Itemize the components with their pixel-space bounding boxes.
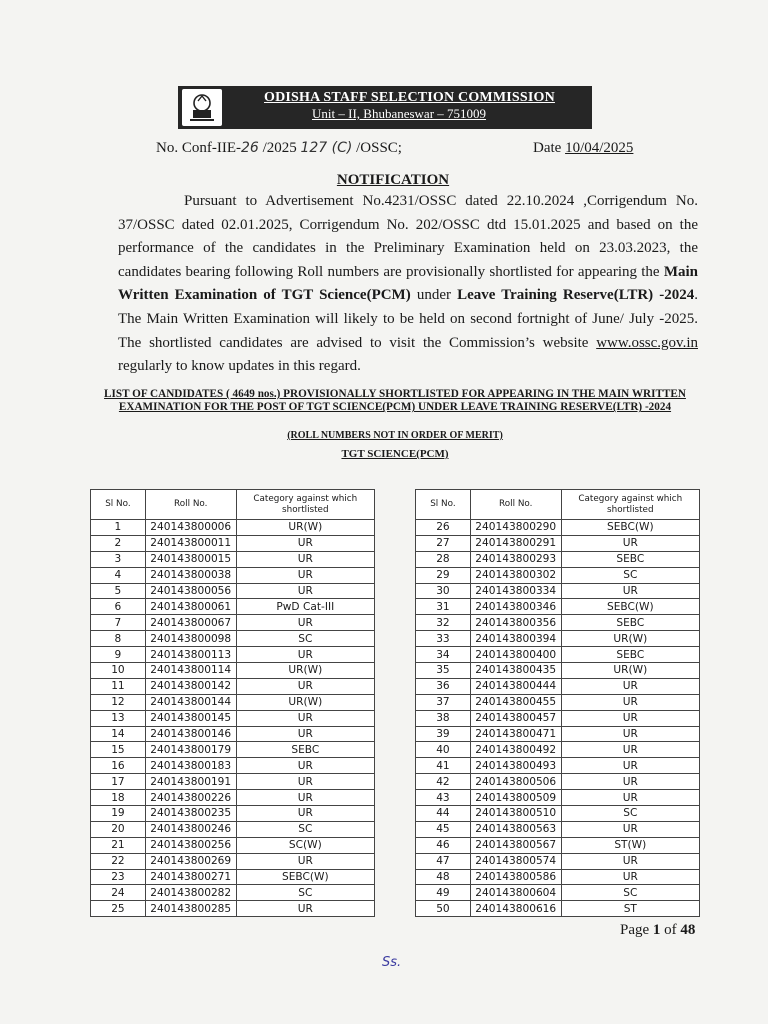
sl-no-cell: 15	[91, 742, 146, 758]
table-row	[91, 726, 375, 742]
table-row	[91, 806, 375, 822]
sl-no-cell: 8	[91, 631, 146, 647]
sl-no-cell: 47	[416, 853, 471, 869]
roll-no-cell: 240143800509	[470, 790, 561, 806]
reference-year: /2025	[258, 140, 301, 156]
sl-no-cell: 30	[416, 583, 471, 599]
category-cell: UR(W)	[561, 663, 699, 679]
category-cell: UR(W)	[236, 694, 374, 710]
sl-no-cell: 36	[416, 678, 471, 694]
sl-no-cell: 48	[416, 869, 471, 885]
roll-no-cell: 240143800492	[470, 742, 561, 758]
table-row	[416, 535, 700, 551]
category-cell: UR(W)	[236, 663, 374, 679]
roll-no-cell: 240143800510	[470, 806, 561, 822]
list-heading: LIST OF CANDIDATES ( 4649 nos.) PROVISIONALLY SHORTLISTED FOR APPEARING IN THE MAIN WRITTEN EXAMINATION FOR THE POST OF TGT SCIENCE(PCM) UNDER LEAVE TRAINING RESERVE(LTR) -2024	[104, 388, 686, 414]
table-row	[416, 869, 700, 885]
category-cell: UR	[236, 678, 374, 694]
sl-no-cell: 14	[91, 726, 146, 742]
sl-no-cell: 25	[91, 901, 146, 917]
category-cell: UR	[561, 758, 699, 774]
table-row	[416, 837, 700, 853]
table-row	[416, 806, 700, 822]
roll-no-cell: 240143800400	[470, 647, 561, 663]
handwritten-initials: Ss.	[382, 955, 402, 970]
col-sl-no: Sl No.	[91, 490, 146, 520]
category-cell: SC	[561, 567, 699, 583]
roll-no-cell: 240143800271	[145, 869, 236, 885]
table-row	[416, 599, 700, 615]
table-row	[416, 551, 700, 567]
col-category: Category against which shortlisted	[236, 490, 374, 520]
category-cell: UR	[561, 774, 699, 790]
sl-no-cell: 27	[416, 535, 471, 551]
category-cell: UR	[236, 551, 374, 567]
body-text-part: Pursuant to Advertisement No.4231/OSSC dated 22.10.2024 ,Corrigendum No. 37/OSSC dated 02.01.2025, Corrigendum No. 202/OSSC dtd 15.01.2025 and based on the performance of the candidates in the Preliminary Examination held on 23.03.2023, the candidates bearing following Roll numbers are provisionally shortlisted for appearing the	[118, 193, 698, 280]
sl-no-cell: 49	[416, 885, 471, 901]
table-row	[91, 583, 375, 599]
page-total: 48	[680, 922, 696, 938]
roll-no-cell: 240143800067	[145, 615, 236, 631]
odisha-emblem-icon	[182, 89, 222, 126]
reference-prefix: No. Conf-IIE-	[156, 140, 241, 156]
sl-no-cell: 19	[91, 806, 146, 822]
table-row	[416, 742, 700, 758]
sl-no-cell: 6	[91, 599, 146, 615]
reference-number	[156, 140, 402, 157]
category-cell: SEBC(W)	[236, 869, 374, 885]
table-row	[91, 901, 375, 917]
roll-no-cell: 240143800006	[145, 520, 236, 536]
roll-no-cell: 240143800290	[470, 520, 561, 536]
notification-date	[533, 140, 633, 157]
sl-no-cell: 37	[416, 694, 471, 710]
roll-no-cell: 240143800356	[470, 615, 561, 631]
category-cell: SC	[236, 821, 374, 837]
date-label: Date	[533, 140, 566, 156]
category-cell: SC	[561, 806, 699, 822]
table-row	[416, 631, 700, 647]
category-cell: SC	[236, 885, 374, 901]
category-cell: SC(W)	[236, 837, 374, 853]
sl-no-cell: 23	[91, 869, 146, 885]
category-cell: SEBC	[561, 551, 699, 567]
sl-no-cell: 22	[91, 853, 146, 869]
table-row	[416, 583, 700, 599]
category-cell: UR	[561, 821, 699, 837]
sl-no-cell: 12	[91, 694, 146, 710]
category-cell: UR	[561, 869, 699, 885]
category-cell: SEBC(W)	[561, 520, 699, 536]
table-row	[91, 567, 375, 583]
roll-no-cell: 240143800113	[145, 647, 236, 663]
roll-no-cell: 240143800302	[470, 567, 561, 583]
sl-no-cell: 17	[91, 774, 146, 790]
table-row	[416, 821, 700, 837]
roll-no-cell: 240143800285	[145, 901, 236, 917]
table-row	[91, 663, 375, 679]
roll-no-cell: 240143800269	[145, 853, 236, 869]
roll-no-cell: 240143800444	[470, 678, 561, 694]
table-row	[416, 694, 700, 710]
handwritten-number: 26	[240, 140, 259, 156]
category-cell: UR	[236, 615, 374, 631]
roll-no-cell: 240143800235	[145, 806, 236, 822]
table-row	[416, 520, 700, 536]
sl-no-cell: 7	[91, 615, 146, 631]
table-row	[416, 615, 700, 631]
roll-no-cell: 240143800179	[145, 742, 236, 758]
table-row	[416, 853, 700, 869]
category-cell: ST(W)	[561, 837, 699, 853]
handwritten-number-2: 127 (C)	[300, 140, 353, 156]
category-cell: UR	[236, 774, 374, 790]
table-row	[416, 758, 700, 774]
roll-no-cell: 240143800291	[470, 535, 561, 551]
col-roll-no: Roll No.	[470, 490, 561, 520]
roll-no-cell: 240143800574	[470, 853, 561, 869]
table-row	[91, 551, 375, 567]
table-row	[91, 885, 375, 901]
category-cell: ST	[561, 901, 699, 917]
roll-no-cell: 240143800011	[145, 535, 236, 551]
roll-no-cell: 240143800144	[145, 694, 236, 710]
sl-no-cell: 34	[416, 647, 471, 663]
roll-no-cell: 240143800056	[145, 583, 236, 599]
table-row	[91, 742, 375, 758]
category-cell: UR	[236, 710, 374, 726]
table-row	[91, 520, 375, 536]
table-row	[91, 790, 375, 806]
roll-no-cell: 240143800471	[470, 726, 561, 742]
col-category: Category against which shortlisted	[561, 490, 699, 520]
table-row	[91, 869, 375, 885]
roll-no-cell: 240143800506	[470, 774, 561, 790]
roll-no-cell: 240143800334	[470, 583, 561, 599]
category-cell: UR	[561, 583, 699, 599]
roll-no-cell: 240143800146	[145, 726, 236, 742]
reserve-name: Leave Training Reserve(LTR) -2024	[457, 287, 695, 304]
category-cell: UR	[236, 583, 374, 599]
category-cell: UR	[236, 647, 374, 663]
roll-no-cell: 240143800346	[470, 599, 561, 615]
category-cell: UR	[561, 726, 699, 742]
col-sl-no: Sl No.	[416, 490, 471, 520]
roll-no-cell: 240143800604	[470, 885, 561, 901]
sl-no-cell: 13	[91, 710, 146, 726]
table-row	[416, 710, 700, 726]
body-text-part: under	[410, 287, 458, 304]
roll-no-cell: 240143800142	[145, 678, 236, 694]
roll-no-cell: 240143800394	[470, 631, 561, 647]
sl-no-cell: 35	[416, 663, 471, 679]
sl-no-cell: 26	[416, 520, 471, 536]
table-row	[416, 790, 700, 806]
category-cell: UR	[561, 742, 699, 758]
sl-no-cell: 16	[91, 758, 146, 774]
roll-no-cell: 240143800455	[470, 694, 561, 710]
roll-no-cell: 240143800563	[470, 821, 561, 837]
sl-no-cell: 43	[416, 790, 471, 806]
category-cell: UR	[236, 758, 374, 774]
category-cell: UR	[561, 790, 699, 806]
category-cell: UR	[561, 853, 699, 869]
roll-no-cell: 240143800038	[145, 567, 236, 583]
notification-body	[118, 190, 698, 379]
sl-no-cell: 31	[416, 599, 471, 615]
roll-no-cell: 240143800293	[470, 551, 561, 567]
list-note: (ROLL NUMBERS NOT IN ORDER OF MERIT)	[287, 430, 503, 441]
sl-no-cell: 21	[91, 837, 146, 853]
roll-no-cell: 240143800616	[470, 901, 561, 917]
sl-no-cell: 33	[416, 631, 471, 647]
roll-no-cell: 240143800015	[145, 551, 236, 567]
sl-no-cell: 24	[91, 885, 146, 901]
table-row	[416, 885, 700, 901]
col-roll-no: Roll No.	[145, 490, 236, 520]
category-cell: UR	[561, 678, 699, 694]
roll-no-cell: 240143800586	[470, 869, 561, 885]
table-row	[416, 901, 700, 917]
category-cell: UR	[236, 567, 374, 583]
roll-no-cell: 240143800191	[145, 774, 236, 790]
sl-no-cell: 28	[416, 551, 471, 567]
category-cell: UR	[561, 694, 699, 710]
sl-no-cell: 44	[416, 806, 471, 822]
sl-no-cell: 29	[416, 567, 471, 583]
organization-name: ODISHA STAFF SELECTION COMMISSION	[264, 90, 555, 105]
category-cell: SEBC	[561, 647, 699, 663]
commission-header	[178, 86, 592, 129]
sl-no-cell: 1	[91, 520, 146, 536]
table-row	[416, 774, 700, 790]
table-row	[416, 726, 700, 742]
sl-no-cell: 2	[91, 535, 146, 551]
body-text-part: regularly to know updates in this regard.	[118, 358, 361, 375]
roll-no-cell: 240143800226	[145, 790, 236, 806]
roll-no-cell: 240143800246	[145, 821, 236, 837]
category-cell: UR(W)	[236, 520, 374, 536]
website-link[interactable]: www.ossc.gov.in	[596, 334, 698, 351]
organization-address: Unit – II, Bhubaneswar – 751009	[312, 106, 487, 121]
table-row	[416, 678, 700, 694]
table-row	[416, 647, 700, 663]
category-cell: UR	[561, 710, 699, 726]
category-cell: UR	[236, 535, 374, 551]
category-cell: SEBC	[236, 742, 374, 758]
table-row	[91, 678, 375, 694]
candidates-table-left	[90, 489, 375, 917]
sl-no-cell: 18	[91, 790, 146, 806]
page-number	[620, 922, 695, 939]
table-row	[91, 758, 375, 774]
sl-no-cell: 3	[91, 551, 146, 567]
table-row	[91, 615, 375, 631]
roll-no-cell: 240143800256	[145, 837, 236, 853]
sl-no-cell: 46	[416, 837, 471, 853]
sl-no-cell: 11	[91, 678, 146, 694]
category-cell: UR	[561, 535, 699, 551]
category-cell: SC	[236, 631, 374, 647]
category-cell: SC	[561, 885, 699, 901]
notification-title: NOTIFICATION	[336, 172, 450, 188]
sl-no-cell: 9	[91, 647, 146, 663]
roll-no-cell: 240143800282	[145, 885, 236, 901]
table-row	[91, 837, 375, 853]
sl-no-cell: 32	[416, 615, 471, 631]
sl-no-cell: 20	[91, 821, 146, 837]
roll-no-cell: 240143800435	[470, 663, 561, 679]
sl-no-cell: 5	[91, 583, 146, 599]
page-current: 1	[652, 922, 661, 938]
list-subject: TGT SCIENCE(PCM)	[341, 448, 449, 460]
roll-no-cell: 240143800098	[145, 631, 236, 647]
sl-no-cell: 39	[416, 726, 471, 742]
table-row	[91, 647, 375, 663]
table-row	[91, 821, 375, 837]
table-row	[416, 567, 700, 583]
sl-no-cell: 4	[91, 567, 146, 583]
category-cell: SEBC	[561, 615, 699, 631]
roll-no-cell: 240143800114	[145, 663, 236, 679]
table-row	[91, 631, 375, 647]
body-text-part: . The Main Written Examination will likely to be held on second fortnight of June/ July -2025. The shortlisted candidates are advised to visit the Commission’s website	[118, 287, 698, 351]
page-mid: of	[660, 922, 681, 938]
roll-no-cell: 240143800183	[145, 758, 236, 774]
table-row	[91, 710, 375, 726]
table-row	[91, 774, 375, 790]
sl-no-cell: 50	[416, 901, 471, 917]
category-cell: UR(W)	[561, 631, 699, 647]
roll-no-cell: 240143800493	[470, 758, 561, 774]
page-prefix: Page	[620, 922, 653, 938]
category-cell: UR	[236, 806, 374, 822]
sl-no-cell: 40	[416, 742, 471, 758]
exam-name: Main Written Examination of TGT Science(PCM)	[118, 263, 698, 304]
category-cell: SEBC(W)	[561, 599, 699, 615]
sl-no-cell: 10	[91, 663, 146, 679]
category-cell: PwD Cat-III	[236, 599, 374, 615]
reference-suffix: /OSSC;	[352, 140, 402, 156]
date-value: 10/04/2025	[565, 140, 634, 156]
candidates-table-right	[415, 489, 700, 917]
roll-no-cell: 240143800457	[470, 710, 561, 726]
roll-no-cell: 240143800145	[145, 710, 236, 726]
category-cell: UR	[236, 853, 374, 869]
category-cell: UR	[236, 901, 374, 917]
table-row	[91, 535, 375, 551]
category-cell: UR	[236, 790, 374, 806]
table-row	[91, 853, 375, 869]
roll-no-cell: 240143800567	[470, 837, 561, 853]
table-row	[416, 663, 700, 679]
table-row	[91, 694, 375, 710]
category-cell: UR	[236, 726, 374, 742]
sl-no-cell: 41	[416, 758, 471, 774]
sl-no-cell: 45	[416, 821, 471, 837]
table-row	[91, 599, 375, 615]
roll-no-cell: 240143800061	[145, 599, 236, 615]
sl-no-cell: 42	[416, 774, 471, 790]
sl-no-cell: 38	[416, 710, 471, 726]
